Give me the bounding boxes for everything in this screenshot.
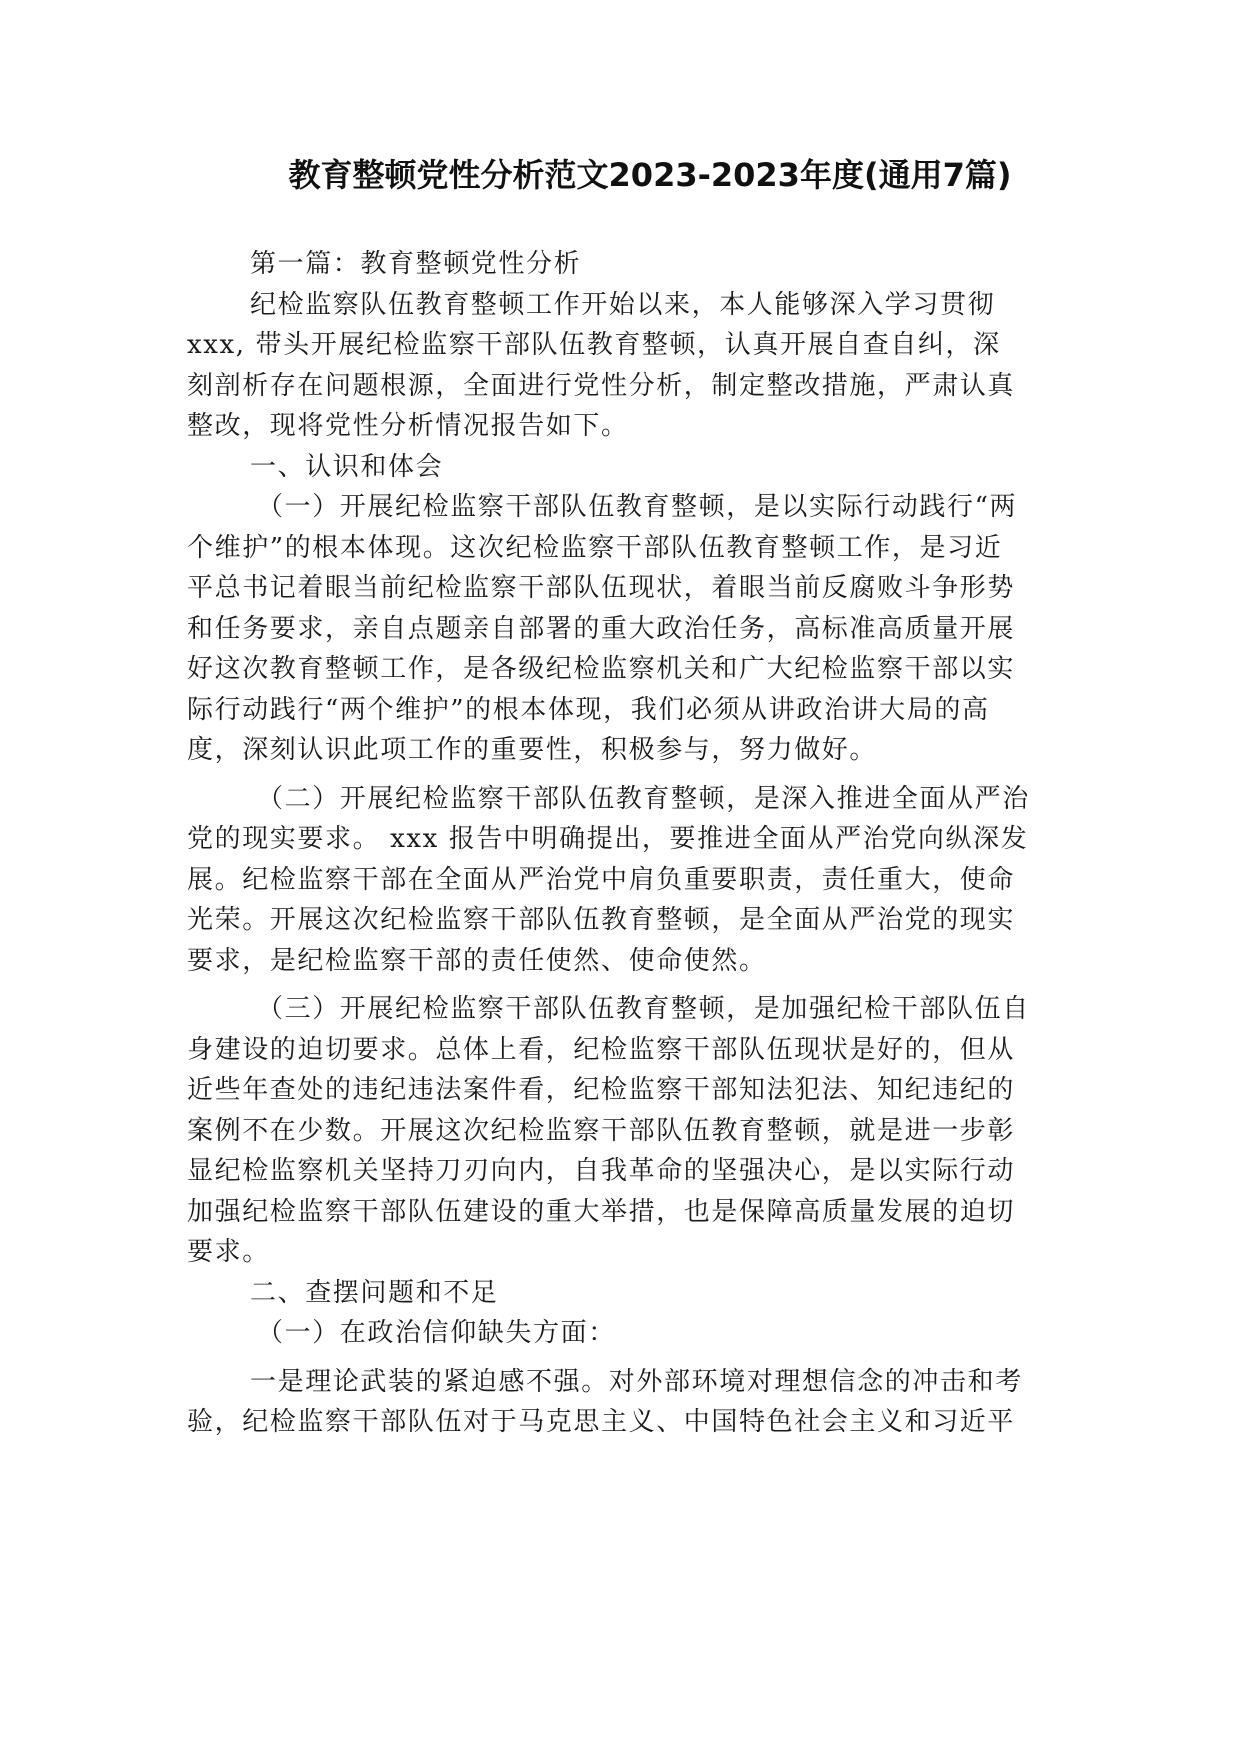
text-line: 近些年查处的违纪违法案件看，纪检监察干部知法犯法、知纪违纪的	[187, 1075, 1016, 1105]
paragraph-gap	[187, 1354, 1049, 1362]
text-line: 度，深刻认识此项工作的重要性，积极参与，努力做好。	[187, 735, 878, 765]
text-line: 一、认识和体会	[250, 451, 444, 482]
text-line: 个维护”的根本体现。这次纪检监察干部队伍教育整顿工作，是习近	[187, 532, 1003, 563]
text-line: 要求。	[187, 1237, 270, 1267]
text-line: （一）开展纪检监察干部队伍教育整顿，是以实际行动践行“两	[257, 492, 1018, 522]
text-line: 展。纪检监察干部在全面从严治党中肩负重要职责，责任重大，使命	[187, 864, 1016, 895]
text-line: 显纪检监察机关坚持刀刃向内，自我革命的坚强决心，是以实际行动	[187, 1156, 1016, 1186]
text-line: 整改，现将党性分析情况报告如下。	[187, 411, 629, 441]
text-line: 第一篇：教育整顿党性分析	[250, 249, 582, 279]
text-line: （一）在政治信仰缺失方面：	[257, 1318, 616, 1348]
document-title: 教育整顿党性分析范文2023-2023年度(通用7篇)	[288, 156, 1012, 194]
text-line: 光荣。开展这次纪检监察干部队伍教育整顿，是全面从严治党的现实	[187, 905, 1016, 935]
paragraph-gap	[187, 981, 1049, 989]
text-line: （二）开展纪检监察干部队伍教育整顿，是深入推进全面从严治	[257, 783, 1030, 814]
text-line: 加强纪检监察干部队伍建设的重大举措，也是保障高质量发展的迫切	[187, 1196, 1016, 1227]
text-line: 好这次教育整顿工作，是各级纪检监察机关和广大纪检监察干部以实	[187, 654, 1016, 684]
document-body	[187, 244, 1049, 1443]
text-line: （三）开展纪检监察干部队伍教育整顿，是加强纪检干部队伍自	[257, 994, 1030, 1024]
text-line: 案例不在少数。开展这次纪检监察干部队伍教育整顿，就是进一步彰	[187, 1115, 1016, 1146]
text-line: 一是理论武装的紧迫感不强。对外部环境对理想信念的冲击和考	[250, 1366, 1023, 1397]
paragraph-gap	[187, 771, 1049, 779]
text-line: 平总书记着眼当前纪检监察干部队伍现状，着眼当前反腐败斗争形势	[187, 573, 1016, 603]
text-line: 和任务要求，亲自点题亲自部署的重大政治任务，高标准高质量开展	[187, 613, 1016, 644]
text-line: 身建设的迫切要求。总体上看，纪检监察干部队伍现状是好的，但从	[187, 1034, 1016, 1065]
text-line: 纪检监察队伍教育整顿工作开始以来，本人能够深入学习贯彻	[250, 289, 996, 320]
text-line: 际行动践行“两个维护”的根本体现，我们必须从讲政治讲大局的高	[187, 694, 990, 725]
text-line: 刻剖析存在问题根源，全面进行党性分析，制定整改措施，严肃认真	[187, 370, 1016, 401]
text-line: xxx, 带头开展纪检监察干部队伍教育整顿，认真开展自查自纠，深	[187, 330, 1001, 360]
text-line: 验，纪检监察干部队伍对于马克思主义、中国特色社会主义和习近平	[187, 1407, 1016, 1437]
text-line: 二、查摆问题和不足	[250, 1277, 499, 1308]
text-line: 要求，是纪检监察干部的责任使然、使命使然。	[187, 945, 767, 976]
text-line: 党的现实要求。 xxx 报告中明确提出，要推进全面从严治党向纵深发	[187, 824, 1029, 854]
